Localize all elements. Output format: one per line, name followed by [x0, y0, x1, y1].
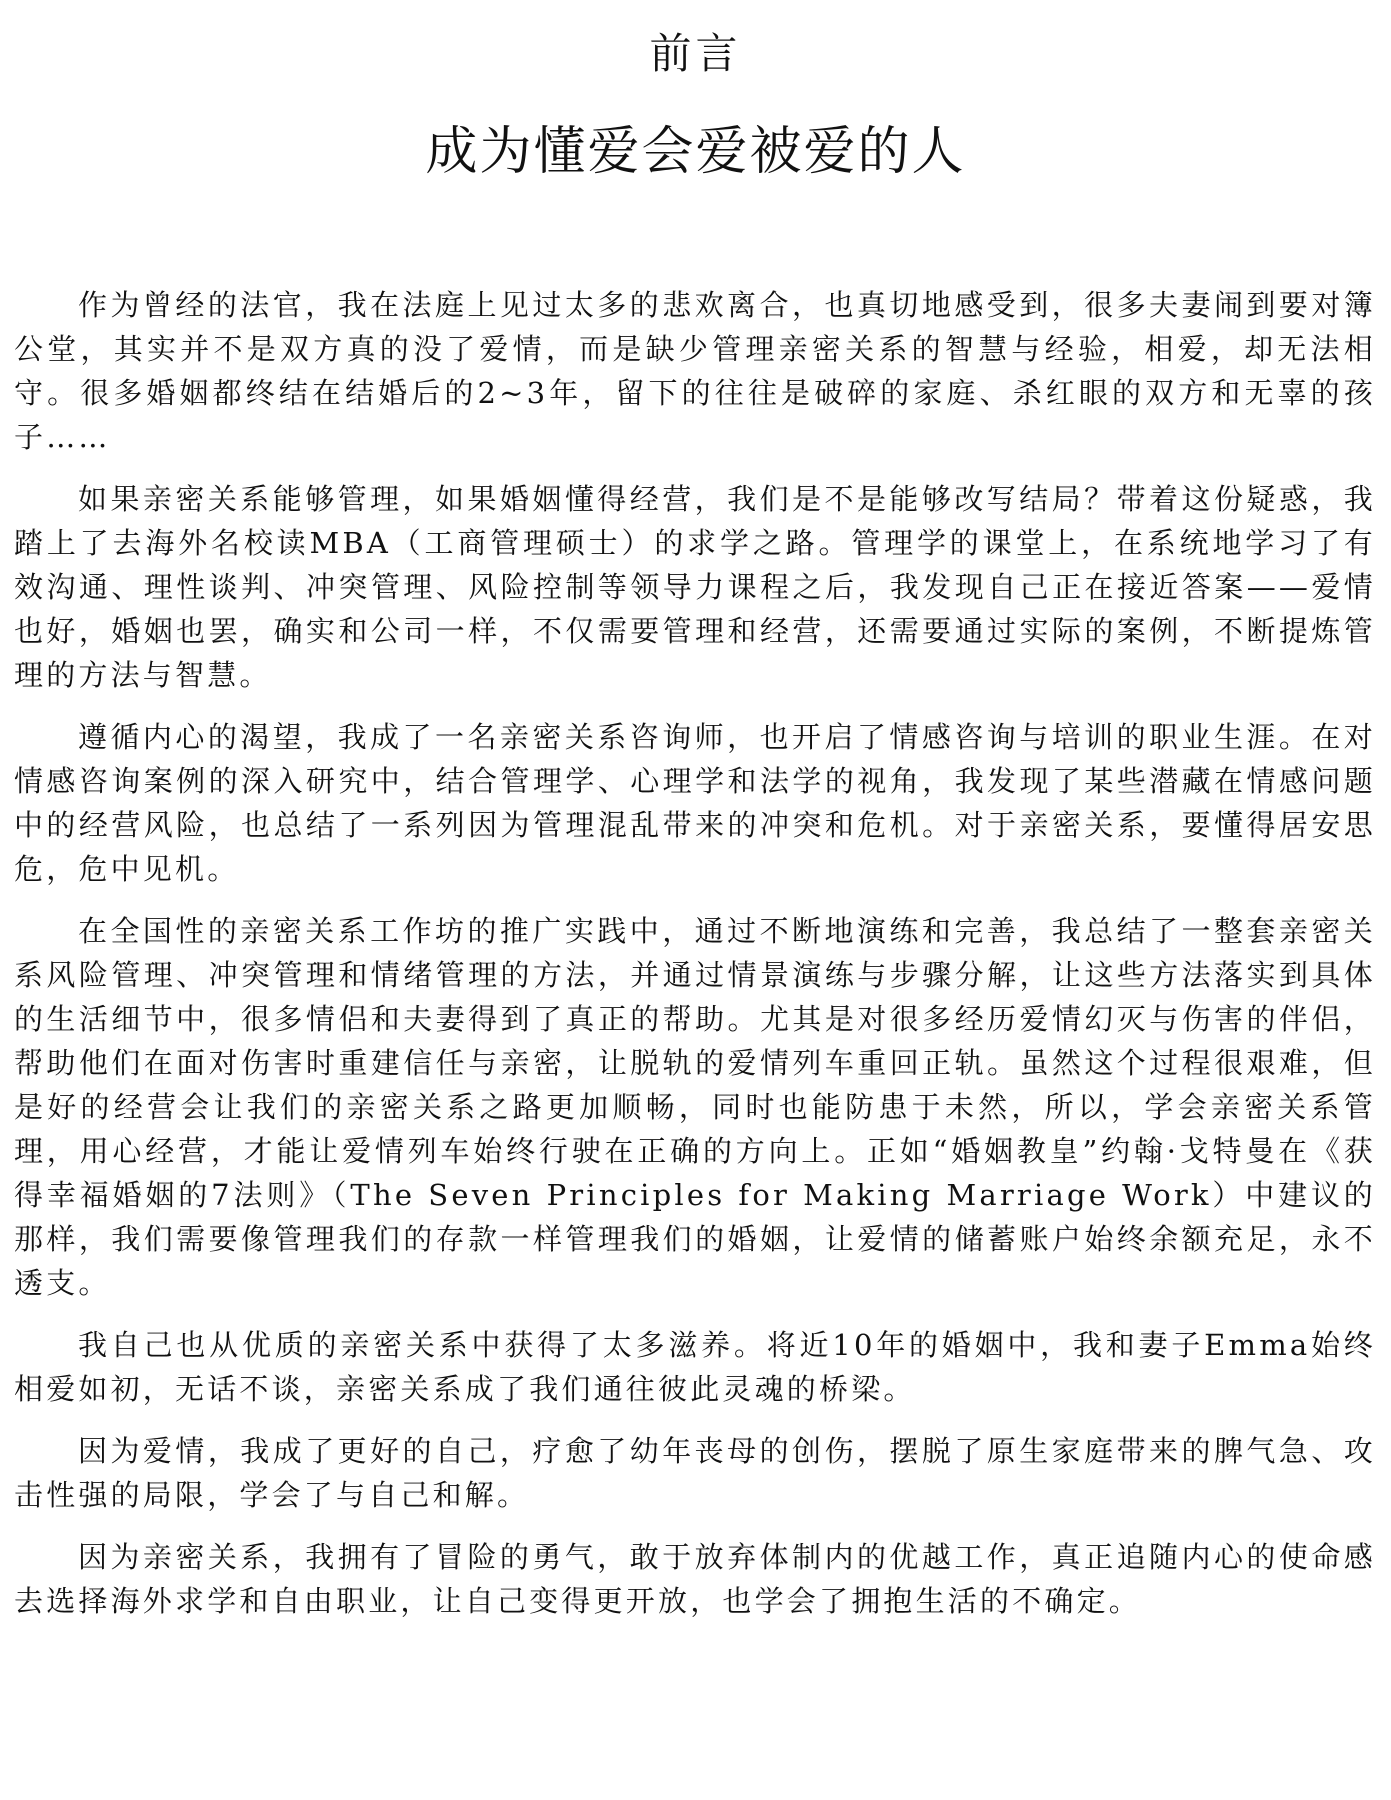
paragraph-6: 因为爱情，我成了更好的自己，疗愈了幼年丧母的创伤，摆脱了原生家庭带来的脾气急、攻击性强的局限，学会了与自己和解。: [14, 1434, 1376, 1512]
chapter-title: 成为懂爱会爱被爱的人: [425, 122, 966, 182]
chapter-label: 前言: [649, 29, 742, 78]
paragraph-2: 如果亲密关系能够管理，如果婚姻懂得经营，我们是不是能够改写结局？带着这份疑惑，我踏上了去海外名校读MBA（工商管理硕士）的求学之路。管理学的课堂上，在系统地学习了有效沟通、理性谈判、冲突管理、风险控制等领导力课程之后，我发现自己正在接近答案——爱情也好，婚姻也罢，确实和公司一样，不仅需要管理和经营，还需要通过实际的案例，不断提炼管理的方法与智慧。: [14, 482, 1376, 692]
paragraph-7: 因为亲密关系，我拥有了冒险的勇气，敢于放弃体制内的优越工作，真正追随内心的使命感去选择海外求学和自由职业，让自己变得更开放，也学会了拥抱生活的不确定。: [14, 1540, 1376, 1618]
paragraph-3: 遵循内心的渴望，我成了一名亲密关系咨询师，也开启了情感咨询与培训的职业生涯。在对情感咨询案例的深入研究中，结合管理学、心理学和法学的视角，我发现了某些潜藏在情感问题中的经营风险，也总结了一系列因为管理混乱带来的冲突和危机。对于亲密关系，要懂得居安思危，危中见机。: [14, 720, 1376, 886]
body-text: [14, 283, 1376, 1641]
paragraph-1: 作为曾经的法官，我在法庭上见过太多的悲欢离合，也真切地感受到，很多夫妻闹到要对簿公堂，其实并不是双方真的没了爱情，而是缺少管理亲密关系的智慧与经验，相爱，却无法相守。很多婚姻都终结在结婚后的2~3年，留下的往往是破碎的家庭、杀红眼的双方和无辜的孩子……: [14, 288, 1376, 454]
paragraph-4: 在全国性的亲密关系工作坊的推广实践中，通过不断地演练和完善，我总结了一整套亲密关系风险管理、冲突管理和情绪管理的方法，并通过情景演练与步骤分解，让这些方法落实到具体的生活细节中，很多情侣和夫妻得到了真正的帮助。尤其是对很多经历爱情幻灭与伤害的伴侣，帮助他们在面对伤害时重建信任与亲密，让脱轨的爱情列车重回正轨。虽然这个过程很艰难，但是好的经营会让我们的亲密关系之路更加顺畅，同时也能防患于未然，所以，学会亲密关系管理，用心经营，才能让爱情列车始终行驶在正确的方向上。正如“婚姻教皇”约翰·戈特曼在《获得幸福婚姻的7法则》（The Seven Principles for Making Marriage Work）中建议的那样，我们需要像管理我们的存款一样管理我们的婚姻，让爱情的储蓄账户始终余额充足，永不透支。: [14, 914, 1376, 1300]
paragraph-5: 我自己也从优质的亲密关系中获得了太多滋养。将近10年的婚姻中，我和妻子Emma始终相爱如初，无话不谈，亲密关系成了我们通往彼此灵魂的桥梁。: [14, 1328, 1376, 1406]
